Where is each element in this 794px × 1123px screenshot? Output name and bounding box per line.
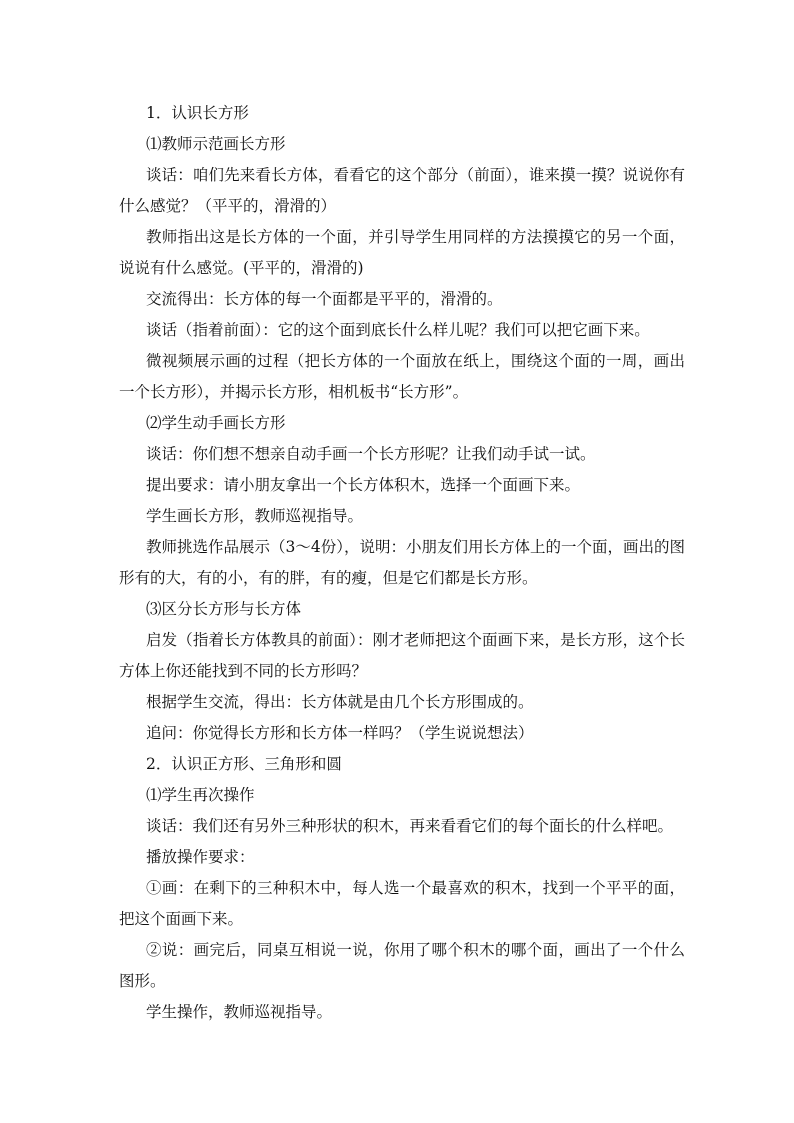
paragraph: ①画：在剩下的三种积木中，每人选一个最喜欢的积木，找到一个平平的面，把这个面画下来。 [119, 879, 685, 928]
paragraph: 谈话：咱们先来看长方体，看看它的这个部分（前面），谁来摸一摸？说说你有什么感觉？（平平的，滑滑的） [119, 166, 685, 215]
paragraph: 学生画长方形，教师巡视指导。 [146, 507, 364, 525]
paragraph: 播放操作要求： [146, 848, 255, 866]
section-heading-shapes: 2．认识正方形、三角形和圆 [146, 755, 342, 773]
paragraph: 微视频展示画的过程（把长方体的一个面放在纸上，围绕这个面的一周，画出一个长方形），并揭示长方形，相机板书“长方形”。 [119, 352, 685, 401]
paragraph: 教师挑选作品展示（3～4份），说明：小朋友们用长方体上的一个面，画出的图形有的大，有的小，有的胖，有的瘦，但是它们都是长方形。 [119, 538, 685, 587]
document-body [119, 98, 685, 1028]
paragraph: 启发（指着长方体教具的前面）：刚才老师把这个面画下来，是长方形，这个长方体上你还能找到不同的长方形吗？ [119, 631, 685, 680]
paragraph: 交流得出：长方体的每一个面都是平平的，滑滑的。 [146, 290, 503, 308]
subsection-heading-student-operate: ⑴学生再次操作 [146, 786, 255, 804]
paragraph: ②说：画完后，同桌互相说一说，你用了哪个积木的哪个面，画出了一个什么图形。 [119, 941, 685, 990]
subsection-heading-teacher-demo: ⑴教师示范画长方形 [146, 135, 286, 153]
subsection-heading-student-draw: ⑵学生动手画长方形 [146, 414, 286, 432]
subsection-heading-distinguish: ⑶区分长方形与长方体 [146, 600, 302, 618]
paragraph: 谈话：你们想不想亲自动手画一个长方形呢？让我们动手试一试。 [146, 445, 596, 463]
paragraph: 教师指出这是长方体的一个面，并引导学生用同样的方法摸摸它的另一个面，说说有什么感觉。(平平的，滑滑的) [119, 228, 685, 277]
paragraph: 根据学生交流，得出：长方体就是由几个长方形围成的。 [146, 693, 534, 711]
paragraph: 追问：你觉得长方形和长方体一样吗？（学生说说想法） [146, 724, 534, 742]
section-heading-rectangle: 1．认识长方形 [146, 104, 249, 122]
paragraph: 学生操作，教师巡视指导。 [146, 1003, 333, 1021]
paragraph: 提出要求：请小朋友拿出一个长方体积木，选择一个面画下来。 [146, 476, 581, 494]
paragraph: 谈话：我们还有另外三种形状的积木，再来看看它们的每个面长的什么样吧。 [146, 817, 674, 835]
paragraph: 谈话（指着前面）：它的这个面到底长什么样儿呢？我们可以把它画下来。 [146, 321, 650, 339]
